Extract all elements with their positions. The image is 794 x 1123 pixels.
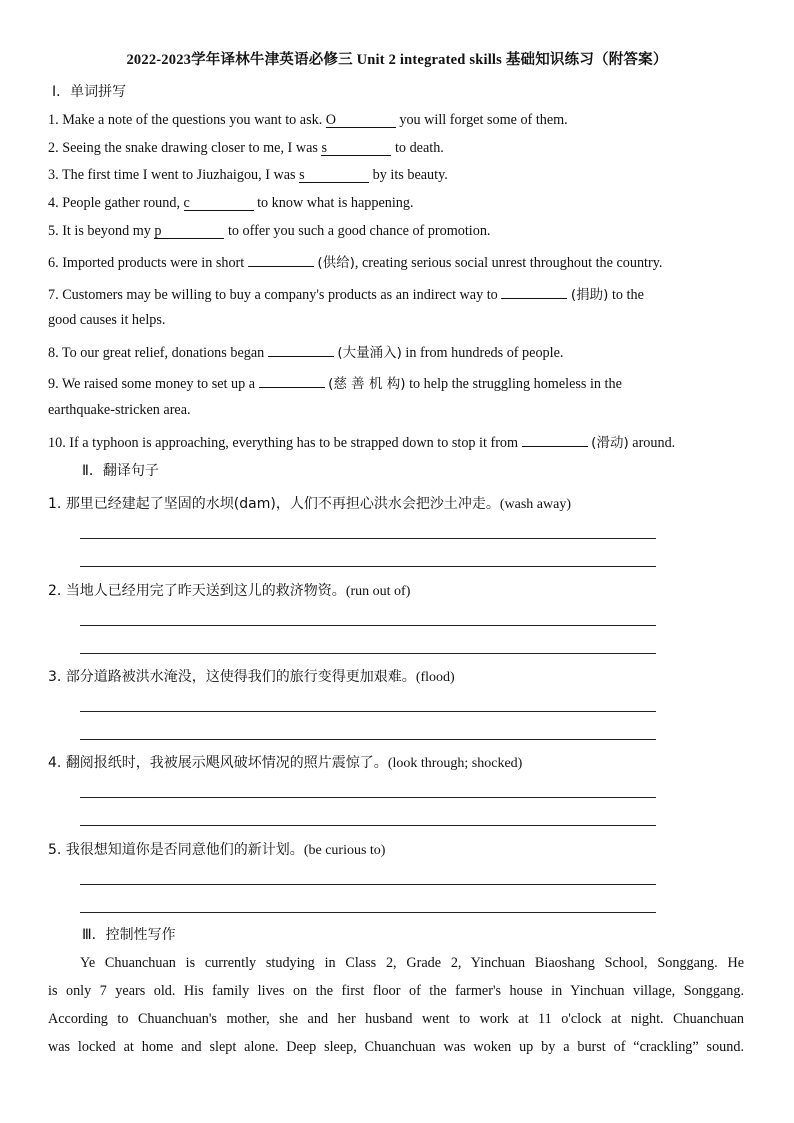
spelling-item-6: 6. Imported products were in short (供给), creating serious social unrest throughout the country.: [48, 255, 663, 271]
section-3-heading: Ⅲ．控制性写作: [82, 927, 176, 943]
spelling-item-5: 5. It is beyond my p to offer you such a good chance of promotion.: [48, 223, 491, 239]
section-1-heading: Ⅰ．单词拼写: [52, 84, 127, 100]
spelling-item-4: 4. People gather round, c to know what is happening.: [48, 195, 414, 211]
answer-blank[interactable]: [248, 254, 314, 267]
translation-item-5: 5. 我很想知道你是否同意他们的新计划。(be curious to): [48, 842, 386, 858]
spelling-item-1: 1. Make a note of the questions you want to ask. O you will forget some of them.: [48, 112, 568, 128]
spelling-item-2: 2. Seeing the snake drawing closer to me, I was s to death.: [48, 140, 444, 156]
answer-blank[interactable]: c: [184, 196, 254, 211]
writing-passage: [48, 949, 744, 1061]
page-title: 2022-2023学年译林牛津英语必修三 Unit 2 integrated skills 基础知识练习（附答案）: [126, 52, 668, 68]
answer-line[interactable]: [80, 825, 656, 826]
spelling-item-3: 3. The first time I went to Jiuzhaigou, I was s by its beauty.: [48, 167, 448, 183]
answer-blank[interactable]: [522, 434, 588, 447]
spelling-item-9-continued: earthquake-stricken area.: [48, 402, 191, 418]
section-2-heading: Ⅱ．翻译句子: [82, 463, 159, 479]
answer-line[interactable]: [80, 884, 656, 885]
spelling-item-8: 8. To our great relief, donations began (大量涌入) in from hundreds of people.: [48, 345, 564, 361]
spelling-item-9: 9. We raised some money to set up a (慈 善 机 构) to help the struggling homeless in the: [48, 376, 622, 392]
passage-line: According to Chuanchuan's mother, she and her husband went to work at 11 o'clock at night. Chuanchuan: [48, 1011, 744, 1027]
translation-item-3: 3. 部分道路被洪水淹没，这使得我们的旅行变得更加艰难。(flood): [48, 669, 455, 685]
answer-blank[interactable]: s: [299, 168, 369, 183]
spelling-item-10: 10. If a typhoon is approaching, everything has to be strapped down to stop it from (滑动) around.: [48, 435, 676, 451]
answer-blank[interactable]: O: [326, 113, 396, 128]
spelling-item-7-continued: good causes it helps.: [48, 312, 166, 328]
passage-line: is only 7 years old. His family lives on the first floor of the farmer's house in Yinchuan village, Songgang.: [48, 983, 744, 999]
spelling-item-7: 7. Customers may be willing to buy a company's products as an indirect way to (捐助) to the: [48, 287, 644, 303]
answer-blank[interactable]: s: [321, 141, 391, 156]
passage-line: was locked at home and slept alone. Deep sleep, Chuanchuan was woken up by a burst of “crackling” sound.: [48, 1039, 744, 1055]
passage-line: Ye Chuanchuan is currently studying in Class 2, Grade 2, Yinchuan Biaoshang School, Songgang. He: [80, 955, 744, 971]
answer-line[interactable]: [80, 739, 656, 740]
answer-line[interactable]: [80, 797, 656, 798]
translation-item-2: 2. 当地人已经用完了昨天送到这儿的救济物资。(run out of): [48, 583, 411, 599]
answer-blank[interactable]: p: [154, 224, 224, 239]
answer-blank[interactable]: [259, 375, 325, 388]
answer-line[interactable]: [80, 566, 656, 567]
answer-line[interactable]: [80, 912, 656, 913]
translation-item-1: 1. 那里已经建起了坚固的水坝(dam)，人们不再担心洪水会把沙土冲走。(wash away): [48, 496, 571, 512]
translation-item-4: 4. 翻阅报纸时，我被展示飓风破坏情况的照片震惊了。(look through; shocked): [48, 755, 523, 771]
answer-line[interactable]: [80, 538, 656, 539]
answer-line[interactable]: [80, 711, 656, 712]
answer-blank[interactable]: [268, 344, 334, 357]
answer-line[interactable]: [80, 653, 656, 654]
answer-line[interactable]: [80, 625, 656, 626]
answer-blank[interactable]: [501, 286, 567, 299]
